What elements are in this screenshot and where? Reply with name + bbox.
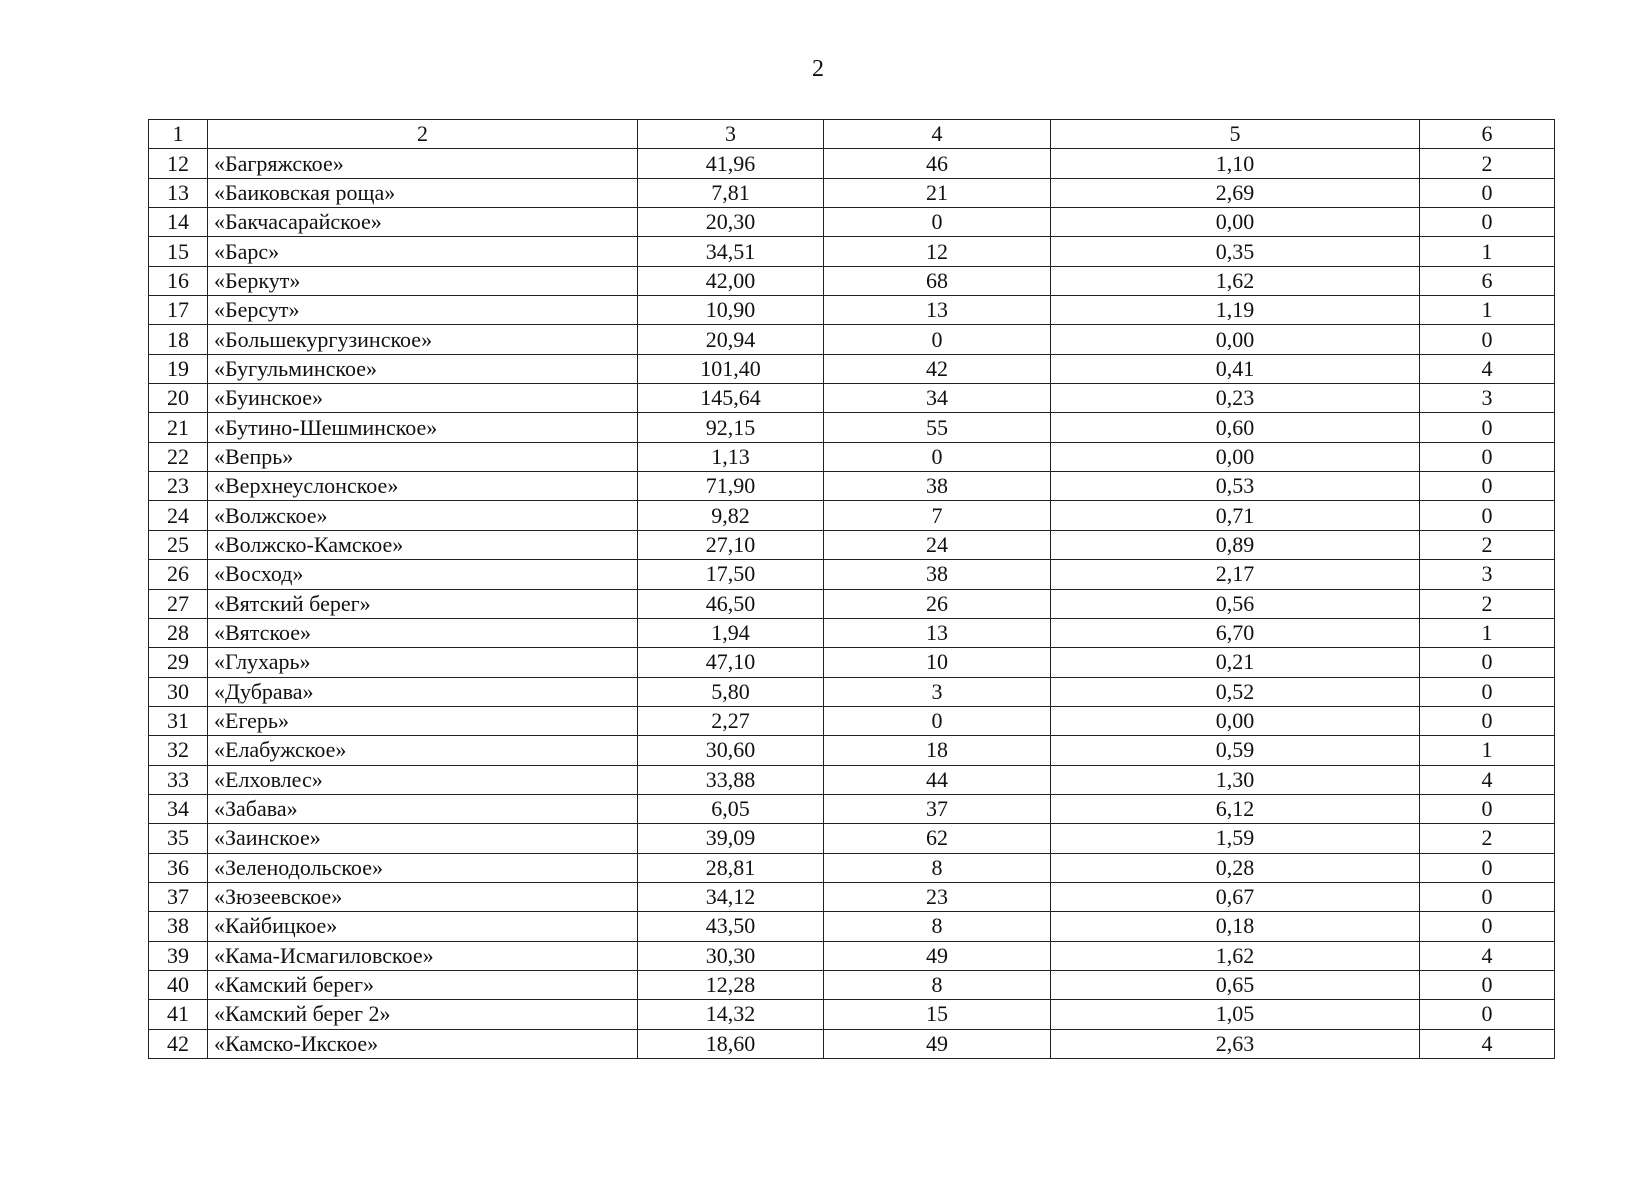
value-cell-3: 20,30 [638,208,824,237]
value-cell-6: 1 [1420,618,1555,647]
table-row [149,618,1555,647]
value-cell-4: 8 [824,970,1051,999]
name-cell: «Заинское» [208,824,638,853]
value-cell-6: 6 [1420,266,1555,295]
name-cell: «Багряжское» [208,149,638,178]
value-cell-6: 0 [1420,413,1555,442]
table-row [149,560,1555,589]
value-cell-3: 39,09 [638,824,824,853]
table-body [149,120,1555,1059]
table-row [149,266,1555,295]
value-cell-5: 1,62 [1051,941,1420,970]
value-cell-6: 4 [1420,765,1555,794]
name-cell: «Камский берег 2» [208,1000,638,1029]
row-number-cell: 30 [149,677,208,706]
value-cell-6: 1 [1420,736,1555,765]
value-cell-6: 0 [1420,970,1555,999]
table-row [149,941,1555,970]
table-row [149,589,1555,618]
name-cell: «Берсут» [208,296,638,325]
table-row [149,853,1555,882]
value-cell-4: 44 [824,765,1051,794]
value-cell-4: 24 [824,530,1051,559]
value-cell-6: 2 [1420,530,1555,559]
row-number-cell: 25 [149,530,208,559]
value-cell-6: 0 [1420,178,1555,207]
value-cell-5: 1,19 [1051,296,1420,325]
value-cell-3: 2,27 [638,706,824,735]
row-number-cell: 37 [149,882,208,911]
value-cell-4: 62 [824,824,1051,853]
name-cell: «Зеленодольское» [208,853,638,882]
row-number-cell: 14 [149,208,208,237]
value-cell-4: 38 [824,560,1051,589]
table-row [149,706,1555,735]
value-cell-3: 6,05 [638,794,824,823]
row-number-cell: 22 [149,442,208,471]
table-header-row [149,120,1555,149]
name-cell: «Баиковская роща» [208,178,638,207]
table-row [149,1029,1555,1058]
name-cell: «Кама-Исмагиловское» [208,941,638,970]
table-row [149,501,1555,530]
table-row [149,442,1555,471]
value-cell-6: 0 [1420,794,1555,823]
row-number-cell: 26 [149,560,208,589]
value-cell-4: 0 [824,706,1051,735]
value-cell-4: 42 [824,354,1051,383]
value-cell-3: 1,94 [638,618,824,647]
table-row [149,208,1555,237]
value-cell-3: 9,82 [638,501,824,530]
value-cell-6: 3 [1420,560,1555,589]
table-row [149,1000,1555,1029]
value-cell-3: 7,81 [638,178,824,207]
value-cell-3: 46,50 [638,589,824,618]
row-number-cell: 34 [149,794,208,823]
row-number-cell: 13 [149,178,208,207]
value-cell-4: 13 [824,296,1051,325]
value-cell-5: 0,41 [1051,354,1420,383]
table-row [149,472,1555,501]
table-row [149,413,1555,442]
value-cell-4: 34 [824,384,1051,413]
value-cell-4: 55 [824,413,1051,442]
table-row [149,325,1555,354]
value-cell-6: 2 [1420,149,1555,178]
value-cell-5: 0,00 [1051,442,1420,471]
name-cell: «Елховлес» [208,765,638,794]
name-cell: «Камско-Икское» [208,1029,638,1058]
value-cell-3: 1,13 [638,442,824,471]
value-cell-3: 10,90 [638,296,824,325]
table-row [149,354,1555,383]
row-number-cell: 17 [149,296,208,325]
value-cell-3: 5,80 [638,677,824,706]
value-cell-6: 2 [1420,589,1555,618]
value-cell-4: 37 [824,794,1051,823]
row-number-cell: 23 [149,472,208,501]
name-cell: «Большекургузинское» [208,325,638,354]
value-cell-5: 6,12 [1051,794,1420,823]
value-cell-3: 30,30 [638,941,824,970]
value-cell-4: 3 [824,677,1051,706]
row-number-cell: 18 [149,325,208,354]
value-cell-6: 1 [1420,296,1555,325]
value-cell-3: 18,60 [638,1029,824,1058]
table-row [149,824,1555,853]
value-cell-6: 0 [1420,1000,1555,1029]
value-cell-5: 1,59 [1051,824,1420,853]
value-cell-4: 12 [824,237,1051,266]
name-cell: «Восход» [208,560,638,589]
row-number-cell: 39 [149,941,208,970]
value-cell-6: 2 [1420,824,1555,853]
value-cell-5: 0,60 [1051,413,1420,442]
value-cell-3: 71,90 [638,472,824,501]
value-cell-6: 1 [1420,237,1555,266]
value-cell-5: 0,53 [1051,472,1420,501]
row-number-cell: 35 [149,824,208,853]
name-cell: «Буинское» [208,384,638,413]
value-cell-5: 0,00 [1051,706,1420,735]
row-number-cell: 33 [149,765,208,794]
header-cell: 4 [824,120,1051,149]
name-cell: «Беркут» [208,266,638,295]
table-row [149,178,1555,207]
value-cell-4: 26 [824,589,1051,618]
table-row [149,912,1555,941]
value-cell-3: 27,10 [638,530,824,559]
value-cell-5: 1,05 [1051,1000,1420,1029]
row-number-cell: 27 [149,589,208,618]
value-cell-4: 46 [824,149,1051,178]
row-number-cell: 40 [149,970,208,999]
name-cell: «Бугульминское» [208,354,638,383]
name-cell: «Вятский берег» [208,589,638,618]
value-cell-3: 17,50 [638,560,824,589]
value-cell-6: 0 [1420,706,1555,735]
table-row [149,736,1555,765]
row-number-cell: 21 [149,413,208,442]
value-cell-5: 0,23 [1051,384,1420,413]
header-cell: 2 [208,120,638,149]
value-cell-4: 18 [824,736,1051,765]
value-cell-4: 10 [824,648,1051,677]
name-cell: «Верхнеуслонское» [208,472,638,501]
value-cell-4: 0 [824,325,1051,354]
value-cell-5: 0,56 [1051,589,1420,618]
value-cell-6: 4 [1420,1029,1555,1058]
value-cell-6: 0 [1420,442,1555,471]
name-cell: «Камский берег» [208,970,638,999]
value-cell-3: 34,12 [638,882,824,911]
row-number-cell: 36 [149,853,208,882]
value-cell-3: 28,81 [638,853,824,882]
value-cell-3: 92,15 [638,413,824,442]
value-cell-3: 30,60 [638,736,824,765]
row-number-cell: 41 [149,1000,208,1029]
value-cell-6: 0 [1420,472,1555,501]
table-row [149,149,1555,178]
value-cell-4: 8 [824,853,1051,882]
value-cell-6: 0 [1420,648,1555,677]
table-row [149,970,1555,999]
value-cell-5: 2,17 [1051,560,1420,589]
header-cell: 3 [638,120,824,149]
value-cell-4: 21 [824,178,1051,207]
value-cell-4: 0 [824,442,1051,471]
row-number-cell: 24 [149,501,208,530]
value-cell-5: 2,63 [1051,1029,1420,1058]
value-cell-4: 38 [824,472,1051,501]
name-cell: «Вятское» [208,618,638,647]
row-number-cell: 20 [149,384,208,413]
value-cell-6: 0 [1420,853,1555,882]
name-cell: «Забава» [208,794,638,823]
value-cell-3: 42,00 [638,266,824,295]
value-cell-5: 0,00 [1051,325,1420,354]
value-cell-6: 0 [1420,325,1555,354]
row-number-cell: 12 [149,149,208,178]
value-cell-5: 1,30 [1051,765,1420,794]
value-cell-4: 15 [824,1000,1051,1029]
row-number-cell: 15 [149,237,208,266]
value-cell-5: 0,52 [1051,677,1420,706]
name-cell: «Дубрава» [208,677,638,706]
row-number-cell: 31 [149,706,208,735]
value-cell-5: 0,59 [1051,736,1420,765]
name-cell: «Егерь» [208,706,638,735]
row-number-cell: 32 [149,736,208,765]
value-cell-4: 68 [824,266,1051,295]
name-cell: «Бакчасарайское» [208,208,638,237]
value-cell-3: 33,88 [638,765,824,794]
table-row [149,237,1555,266]
name-cell: «Кайбицкое» [208,912,638,941]
row-number-cell: 38 [149,912,208,941]
data-table [148,119,1555,1059]
value-cell-5: 1,62 [1051,266,1420,295]
value-cell-4: 7 [824,501,1051,530]
value-cell-3: 145,64 [638,384,824,413]
value-cell-6: 0 [1420,677,1555,706]
value-cell-3: 41,96 [638,149,824,178]
value-cell-6: 0 [1420,501,1555,530]
value-cell-6: 0 [1420,882,1555,911]
name-cell: «Волжское» [208,501,638,530]
row-number-cell: 42 [149,1029,208,1058]
value-cell-5: 0,65 [1051,970,1420,999]
row-number-cell: 29 [149,648,208,677]
name-cell: «Зюзеевское» [208,882,638,911]
table-row [149,765,1555,794]
value-cell-4: 49 [824,1029,1051,1058]
value-cell-5: 0,89 [1051,530,1420,559]
table-row [149,530,1555,559]
name-cell: «Волжско-Камское» [208,530,638,559]
value-cell-5: 0,71 [1051,501,1420,530]
name-cell: «Барс» [208,237,638,266]
table-row [149,677,1555,706]
value-cell-5: 0,00 [1051,208,1420,237]
name-cell: «Елабужское» [208,736,638,765]
value-cell-3: 47,10 [638,648,824,677]
table-row [149,296,1555,325]
value-cell-5: 2,69 [1051,178,1420,207]
value-cell-5: 0,21 [1051,648,1420,677]
header-cell: 5 [1051,120,1420,149]
value-cell-3: 43,50 [638,912,824,941]
value-cell-4: 49 [824,941,1051,970]
table-row [149,882,1555,911]
value-cell-5: 6,70 [1051,618,1420,647]
row-number-cell: 19 [149,354,208,383]
value-cell-5: 0,18 [1051,912,1420,941]
value-cell-5: 0,28 [1051,853,1420,882]
header-cell: 1 [149,120,208,149]
value-cell-3: 34,51 [638,237,824,266]
value-cell-3: 14,32 [638,1000,824,1029]
value-cell-5: 0,67 [1051,882,1420,911]
value-cell-6: 4 [1420,941,1555,970]
table-row [149,794,1555,823]
value-cell-3: 101,40 [638,354,824,383]
value-cell-6: 0 [1420,912,1555,941]
value-cell-3: 20,94 [638,325,824,354]
value-cell-4: 0 [824,208,1051,237]
row-number-cell: 16 [149,266,208,295]
header-cell: 6 [1420,120,1555,149]
value-cell-6: 4 [1420,354,1555,383]
page-number: 2 [812,56,824,82]
value-cell-5: 1,10 [1051,149,1420,178]
table-row [149,384,1555,413]
name-cell: «Вепрь» [208,442,638,471]
value-cell-5: 0,35 [1051,237,1420,266]
value-cell-4: 13 [824,618,1051,647]
value-cell-6: 0 [1420,208,1555,237]
value-cell-6: 3 [1420,384,1555,413]
name-cell: «Бутино-Шешминское» [208,413,638,442]
value-cell-3: 12,28 [638,970,824,999]
name-cell: «Глухарь» [208,648,638,677]
row-number-cell: 28 [149,618,208,647]
value-cell-4: 8 [824,912,1051,941]
value-cell-4: 23 [824,882,1051,911]
table-row [149,648,1555,677]
